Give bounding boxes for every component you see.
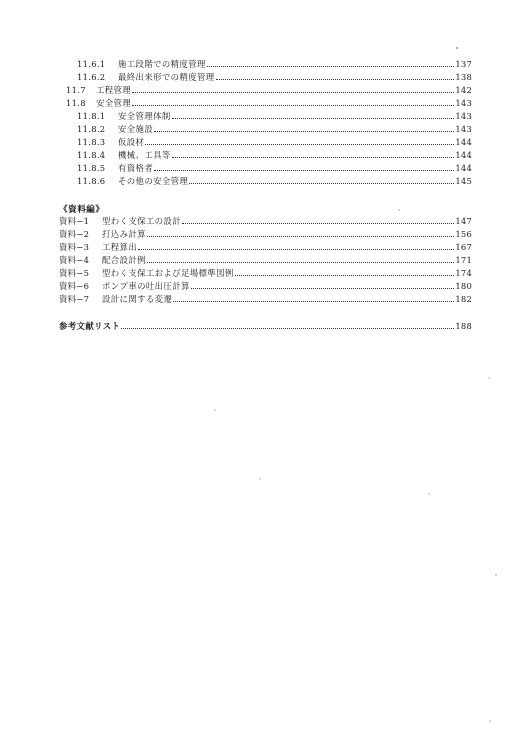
appendix-heading: 《資料編》 <box>59 205 105 215</box>
toc-title: 施工段階での精度管理 <box>118 59 206 69</box>
appendix-entry-6[interactable] <box>59 280 472 292</box>
scan-speck <box>488 377 490 379</box>
dot-leader <box>172 157 455 158</box>
toc-title: 安全施設 <box>118 124 154 134</box>
dot-leader <box>189 183 454 184</box>
toc-entry-11-8-6[interactable] <box>77 175 472 187</box>
dot-leader <box>154 131 454 132</box>
appendix-number: 資料−5 <box>59 268 90 278</box>
toc-number: 11.6.2 <box>77 72 106 82</box>
dot-leader <box>182 223 454 224</box>
appendix-title: 工程算出 <box>102 242 138 252</box>
toc-number: 11.8.3 <box>77 137 106 147</box>
references-page-number: 188 <box>455 321 472 331</box>
toc-page-number: 137 <box>455 59 472 69</box>
toc-page-number: 144 <box>455 150 472 160</box>
toc-page-number: 138 <box>455 72 472 82</box>
appendix-title: 設計に関する変遷 <box>102 294 173 304</box>
toc-entry-11-8-2[interactable] <box>77 123 472 135</box>
toc-page-number: 144 <box>455 137 472 147</box>
references-entry[interactable] <box>59 320 472 332</box>
scan-speck <box>398 209 400 211</box>
dot-leader <box>216 79 455 80</box>
dot-leader <box>145 144 454 145</box>
toc-number: 11.8.2 <box>77 124 106 134</box>
toc-entry-11-8-3[interactable] <box>77 136 472 148</box>
appendix-title: 打込み計算 <box>102 229 146 239</box>
toc-number: 11.7 <box>66 85 86 95</box>
appendix-title: 型わく支保工の設計 <box>102 216 181 226</box>
appendix-number: 資料−7 <box>59 294 90 304</box>
toc-number: 11.6.1 <box>77 59 106 69</box>
appendix-entry-2[interactable] <box>59 228 472 240</box>
toc-number: 11.8.1 <box>77 111 106 121</box>
toc-page-number: 143 <box>455 111 472 121</box>
appendix-entry-3[interactable] <box>59 241 472 253</box>
scan-speck <box>456 47 458 49</box>
toc-page-number: 145 <box>455 176 472 186</box>
toc-title: 最終出来形での精度管理 <box>118 72 215 82</box>
references-title: 参考文献リスト <box>59 321 121 331</box>
toc-title: 安全管理体制 <box>118 111 171 121</box>
scan-speck <box>259 478 261 480</box>
dot-leader <box>132 92 454 93</box>
toc-title: 工程管理 <box>96 85 132 95</box>
toc-page-number: 142 <box>455 85 472 95</box>
appendix-page-number: 156 <box>455 229 472 239</box>
dot-leader <box>132 105 454 106</box>
toc-number: 11.8.4 <box>77 150 106 160</box>
appendix-title: 配合設計例 <box>102 255 146 265</box>
dot-leader <box>147 236 455 237</box>
dot-leader <box>121 328 454 329</box>
toc-entry-11-8[interactable] <box>66 97 472 109</box>
toc-entry-11-6-1[interactable] <box>77 58 472 70</box>
toc-page-number: 144 <box>455 163 472 173</box>
toc-title: 有資格者 <box>118 163 154 173</box>
toc-entry-11-8-5[interactable] <box>77 162 472 174</box>
dot-leader <box>154 170 454 171</box>
dot-leader <box>235 275 455 276</box>
appendix-number: 資料−3 <box>59 242 90 252</box>
toc-title: 安全管理 <box>96 98 132 108</box>
appendix-title: 型わく支保工および足場標準図例 <box>102 268 234 278</box>
toc-entry-11-6-2[interactable] <box>77 71 472 83</box>
appendix-page-number: 147 <box>455 216 472 226</box>
scan-speck <box>489 720 491 722</box>
toc-title: その他の安全管理 <box>118 176 189 186</box>
toc-entry-11-8-4[interactable] <box>77 149 472 161</box>
dot-leader <box>138 249 454 250</box>
toc-page-number: 143 <box>455 124 472 134</box>
toc-entry-11-8-1[interactable] <box>77 110 472 122</box>
toc-number: 11.8.6 <box>77 176 106 186</box>
appendix-page-number: 182 <box>455 294 472 304</box>
appendix-page-number: 171 <box>455 255 472 265</box>
toc-number: 11.8.5 <box>77 163 106 173</box>
appendix-entry-5[interactable] <box>59 267 472 279</box>
scan-speck <box>495 574 497 576</box>
dot-leader <box>172 118 455 119</box>
dot-leader <box>147 262 455 263</box>
toc-title: 機械、工具等 <box>118 150 171 160</box>
appendix-number: 資料−6 <box>59 281 90 291</box>
appendix-number: 資料−2 <box>59 229 90 239</box>
appendix-entry-4[interactable] <box>59 254 472 266</box>
scan-speck <box>214 409 216 411</box>
appendix-title: ポンプ車の吐出圧計算 <box>102 281 190 291</box>
toc-entry-11-7[interactable] <box>66 84 472 96</box>
toc-number: 11.8 <box>66 98 86 108</box>
appendix-page-number: 167 <box>455 242 472 252</box>
dot-leader <box>207 66 455 67</box>
toc-page-number: 143 <box>455 98 472 108</box>
scan-speck <box>428 493 430 495</box>
appendix-entry-1[interactable] <box>59 215 472 227</box>
dot-leader <box>173 301 454 302</box>
toc-title: 仮設材 <box>118 137 145 147</box>
appendix-number: 資料−1 <box>59 216 90 226</box>
appendix-page-number: 174 <box>455 268 472 278</box>
dot-leader <box>191 288 455 289</box>
appendix-number: 資料−4 <box>59 255 90 265</box>
appendix-entry-7[interactable] <box>59 293 472 305</box>
appendix-page-number: 180 <box>455 281 472 291</box>
